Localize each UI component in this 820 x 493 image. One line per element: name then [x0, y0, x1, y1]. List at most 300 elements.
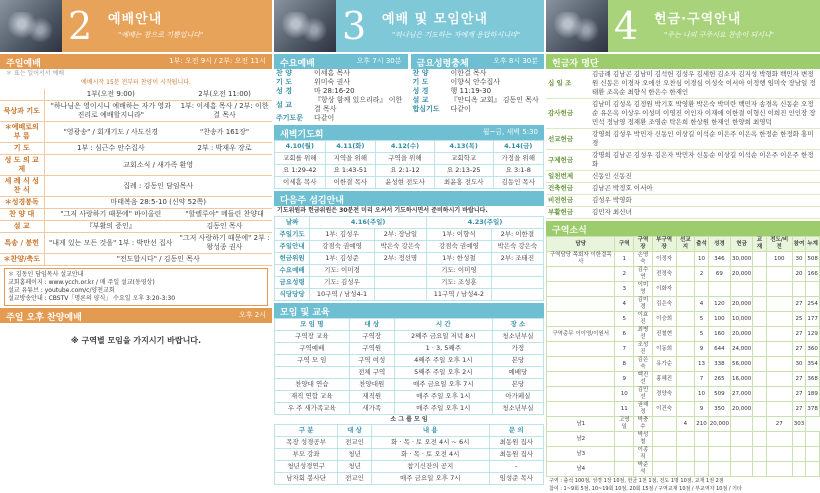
table-cell: 전교인	[338, 437, 372, 449]
district-cell	[731, 432, 753, 447]
district-cell: 508	[806, 252, 820, 267]
district-cell: 20,000	[731, 327, 753, 342]
district-cell	[676, 267, 695, 282]
afternoon-worship-header	[0, 308, 272, 323]
offering-names: 강영희 김성우 박민자 신동인 이상길 이석순 이은주 이은옥 한정순 한정화 홍미경	[590, 129, 820, 150]
district-cell	[676, 462, 695, 477]
offering-names: 강명희 김남곤 김성우 김은자 박민자 신동순 이상길 이석순 이은주 이은주 한정화	[590, 150, 820, 171]
district-cell: 27	[792, 342, 806, 357]
table-cell: 본당	[492, 355, 543, 367]
next-cell: 주일기도	[275, 229, 310, 241]
district-cell: 13	[695, 357, 709, 372]
next-cell: 1부: 한성철	[427, 253, 492, 265]
district-cell	[676, 357, 695, 372]
row-label: ＊찬양/축도	[0, 254, 44, 266]
district-cell: 27	[792, 387, 806, 402]
table-cell: 우 주 새가족교육	[275, 403, 350, 415]
district-cell	[676, 387, 695, 402]
district-scoring-note-1: 구역 : 출석 100점, 성경 1장 10점, 헌금 1천 1점, 전도 1명 10점, 교재 1권 2점	[549, 478, 724, 484]
district-cell: 100	[708, 312, 730, 327]
district-cell: 이종직	[634, 447, 653, 462]
next-cell: 주일안내	[275, 241, 310, 253]
district-meeting-note: ※ 구역별 모임을 가지시기 바랍니다.	[70, 336, 202, 345]
district-cell	[652, 447, 676, 462]
next-cell: 박은숙 강은숙	[374, 241, 426, 253]
order-value: 다같이	[450, 105, 471, 113]
section-label: 주일예배	[6, 59, 41, 69]
district-cell	[731, 462, 753, 477]
table-cell: 화 · 목 · 토 오전 4시 ~ 6시	[371, 437, 489, 449]
table-row	[275, 355, 544, 367]
district-cell: 고영일	[615, 417, 634, 432]
district-cell	[676, 252, 695, 267]
table-cell: 1 · 3, 5째주	[394, 343, 492, 355]
worship-row	[0, 209, 272, 221]
district-cell: 박준석	[634, 462, 653, 477]
district-cell: 30	[792, 357, 806, 372]
table-head-row	[275, 319, 544, 331]
table-cell: 예배당	[492, 367, 543, 379]
row-value-a: "영광송" / 회개기도 / 사도신경	[44, 122, 177, 143]
order-label: 성 경	[412, 87, 429, 95]
district-cell: 홍혜진	[652, 372, 676, 387]
district-cell	[615, 432, 634, 447]
table-head: 구 분	[275, 425, 338, 437]
offering-type: 비전헌금	[546, 195, 590, 207]
district-cell: 이화자	[652, 282, 676, 297]
row-label: 찬 양 대	[0, 209, 44, 221]
district-cell	[766, 387, 792, 402]
order-value: 다같이	[314, 114, 335, 122]
district-scoring-note-2: 참여 : 1~9회 5점, 10~19회 10점, 20회 15점 / 구역교재 10점 / 부교역자 10점 / 기타	[549, 486, 742, 492]
next-week-table	[274, 216, 544, 301]
next-cell: 1부: 이향식	[427, 229, 492, 241]
table-head: 장 소	[492, 319, 543, 331]
district-cell	[753, 357, 766, 372]
district-cell	[676, 327, 695, 342]
table-head: 대 상	[349, 319, 394, 331]
order-label: 합심기도	[412, 105, 440, 113]
table-row	[275, 437, 544, 449]
order-row	[411, 96, 545, 105]
dawn-cell: 김동인 목사	[493, 177, 543, 189]
district-cell	[753, 387, 766, 402]
district-cell	[766, 327, 792, 342]
friday-worship-header	[411, 54, 545, 69]
district-cell	[708, 432, 730, 447]
table-cell: 전체 구역	[349, 367, 394, 379]
district-cell	[753, 432, 766, 447]
district-cell: 4	[695, 297, 709, 312]
row-label: ＊성경봉독	[0, 197, 44, 209]
table-head-row	[275, 425, 544, 437]
offering-row	[546, 195, 820, 207]
district-cell	[766, 312, 792, 327]
table-cell: 청소년부실	[492, 331, 543, 343]
district-cell	[676, 312, 695, 327]
district-row	[547, 342, 820, 357]
district-cell	[676, 372, 695, 387]
next-head: 날짜	[275, 217, 310, 229]
district-cell: 3	[615, 282, 634, 297]
district-cell	[652, 417, 676, 432]
row-label: 성 도 의 교 제	[0, 155, 44, 176]
district-cell	[753, 327, 766, 342]
offering-type: 건축헌금	[546, 183, 590, 195]
district-cell: 25	[792, 312, 806, 327]
district-cell	[792, 432, 806, 447]
section-label: 주일 오후 찬양예배	[6, 313, 82, 323]
sermon-info-line: 설교 유튜브 : youtube.com/c/양천교회	[8, 287, 115, 294]
district-cell: 368	[806, 372, 820, 387]
district-cell	[766, 462, 792, 477]
table-row	[275, 461, 544, 473]
table-cell: 가정	[492, 343, 543, 355]
table-row	[275, 449, 544, 461]
worship-row	[0, 89, 272, 101]
dawn-cell: 4.12(수)	[376, 141, 435, 153]
next-cell	[491, 289, 543, 301]
next-week-note: 기도위원과 헌금위원은 30분전 미리 오셔서 기도하시면서 준비하시기 바랍니다.	[277, 207, 488, 214]
district-cell	[753, 267, 766, 282]
district-cell	[547, 402, 615, 417]
district-row	[547, 462, 820, 477]
next-cell: 2부: 이한결	[491, 229, 543, 241]
dawn-cell: 가정을 위해	[493, 153, 543, 165]
table-row	[275, 343, 544, 355]
district-cell: 27	[792, 372, 806, 387]
praise-note: 예배시작 15분 전부터 찬양이 시작됩니다.	[81, 79, 191, 86]
offering-row	[546, 99, 820, 129]
district-cell: 5	[695, 327, 709, 342]
district-cell: 남1	[547, 417, 615, 432]
district-cell	[753, 282, 766, 297]
table-row	[275, 473, 544, 485]
district-cell	[753, 402, 766, 417]
district-cell: 20,000	[731, 297, 753, 312]
order-label: 주기도문	[276, 114, 304, 122]
district-cell	[806, 447, 820, 462]
district-cell: 160	[708, 327, 730, 342]
table-head: 문 의	[489, 425, 543, 437]
row-label	[0, 89, 44, 101]
district-cell: 김은숙	[634, 357, 653, 372]
order-row	[411, 78, 545, 87]
district-row	[547, 267, 820, 282]
table-cell: 구역장 교육	[275, 331, 350, 343]
district-cell: 진철현	[652, 327, 676, 342]
next-cell: 1부: 김성준	[310, 253, 375, 265]
table-cell: 청년	[338, 461, 372, 473]
table-cell: 매주 금요일 오후 7시	[371, 473, 489, 485]
district-cell: 24,000	[731, 342, 753, 357]
district-cell: 509	[708, 387, 730, 402]
sermon-info-line: ＊ 김동인 담임목사 설교안내	[8, 271, 84, 278]
order-label: 찬 양	[276, 69, 292, 77]
row-value-a: "하나님은 영이시니 예배하는 자가 영과 진리로 예배할지니라"	[44, 101, 177, 122]
order-label: 성 경	[276, 87, 292, 95]
district-cell: 27	[766, 417, 792, 432]
district-cell: 4	[676, 417, 695, 432]
education-header	[274, 303, 544, 318]
worship-row	[0, 233, 272, 254]
offering-names: 김남미 김성옥 김정원 박기호 박영환 박은숙 박미란 백민자 송경옥 신동순 오정순 유은옥 이상우 이성미 이영진 이인자 이재애 이한결 이형신 이희진 인인장 장민석 정남영 정재환 조영순 탁은희 한상원 한재인 한양희 최영덕	[590, 99, 820, 129]
dawn-cell: 이세흠 목사	[275, 177, 326, 189]
offering-panel	[546, 0, 820, 492]
table-cell: 남자회 봉사단	[275, 473, 338, 485]
district-news-header	[546, 221, 820, 236]
table-cell: 목장 성경공부	[275, 437, 338, 449]
offering-type: 선교헌금	[546, 129, 590, 150]
next-row	[275, 253, 544, 265]
dawn-row	[275, 177, 544, 189]
page-subtitle: "하나님은 기도하는 자에게 응답하시니라"	[392, 31, 521, 39]
table-head: 내 용	[371, 425, 489, 437]
page-title: 헌금·구역안내	[654, 12, 742, 27]
district-cell	[766, 297, 792, 312]
district-cell: 354	[806, 357, 820, 372]
district-cell: 69	[708, 267, 730, 282]
district-cell	[766, 402, 792, 417]
district-cell: 2	[615, 267, 634, 282]
table-cell: 재직 연합 교육	[275, 391, 350, 403]
district-cell: 이동희	[652, 342, 676, 357]
district-cell: 박성철	[634, 432, 653, 447]
row-label: 기 도	[0, 143, 44, 155]
worship-row	[0, 122, 272, 143]
district-cell: 27	[792, 297, 806, 312]
district-row	[547, 372, 820, 387]
next-cell: 박은숙 강은숙	[491, 241, 543, 253]
dawn-cell: 지역을 위해	[325, 153, 376, 165]
section-label: 모임 및 교육	[280, 308, 330, 318]
district-cell: 177	[806, 312, 820, 327]
row-value-a: 『부활의 증인』	[44, 221, 177, 233]
education-table	[274, 318, 544, 415]
dawn-cell: 요 3:1-8	[493, 165, 543, 177]
wednesday-worship-header	[274, 54, 408, 69]
order-row	[274, 96, 408, 114]
table-head: 모 임 명	[275, 319, 350, 331]
offering-row	[546, 183, 820, 195]
order-label: 기 도	[412, 78, 429, 86]
district-cell: 189	[806, 387, 820, 402]
table-cell: 구역 모 임	[275, 355, 350, 367]
order-value: 위미숙 권사	[314, 78, 351, 86]
next-head: 4.16(주일)	[310, 217, 427, 229]
offering-names: 김성우 박영화	[590, 195, 820, 207]
page-number: 3	[342, 4, 367, 48]
next-cell: 기도: 김성우	[310, 277, 375, 289]
small-group-table	[274, 424, 544, 485]
district-cell: 346	[708, 252, 730, 267]
dawn-cell: 요 1:29-42	[275, 165, 326, 177]
next-cell: 강점숙 권예영	[310, 241, 375, 253]
district-cell: 이효진	[634, 312, 653, 327]
district-cell	[792, 282, 806, 297]
table-head: 시 간	[394, 319, 492, 331]
row-label: 설 교	[0, 221, 44, 233]
district-cell: 이건숙	[652, 402, 676, 417]
district-cell	[731, 417, 753, 432]
dawn-cell: 최윤홍 전도사	[434, 177, 493, 189]
table-cell: 매주 금요일 오후 7시	[394, 379, 492, 391]
section-time: 오후 7시 30분	[356, 57, 402, 65]
district-cell: 378	[806, 402, 820, 417]
table-cell: 구역원	[349, 343, 394, 355]
table-cell: 청년	[338, 449, 372, 461]
order-row	[274, 87, 408, 96]
dawn-cell: 4.10(월)	[275, 141, 326, 153]
district-cell: 유가순	[652, 357, 676, 372]
district-cell: 20,000	[708, 417, 730, 432]
offering-row	[546, 129, 820, 150]
district-cell	[753, 297, 766, 312]
sunday-worship-header	[0, 54, 272, 69]
row-label: 묵상과 기도	[0, 101, 44, 122]
district-cell: 전정숙	[652, 267, 676, 282]
table-row	[275, 403, 544, 415]
dawn-cell: 4.13(목)	[434, 141, 493, 153]
next-cell: 2부: 장남일	[374, 229, 426, 241]
section-label: 수요예배	[280, 59, 315, 69]
next-cell	[374, 265, 426, 277]
district-head: 부구역장	[652, 237, 676, 252]
meeting-header	[274, 0, 544, 52]
table-cell: 전교인	[338, 473, 372, 485]
district-cell: 254	[806, 297, 820, 312]
page-number: 2	[68, 4, 93, 48]
offering-row	[546, 207, 820, 219]
section-time: 1부: 오전 9시 / 2부: 오전 11시	[169, 57, 266, 65]
district-cell	[676, 432, 695, 447]
next-row	[275, 241, 544, 253]
district-cell: 7	[615, 342, 634, 357]
dawn-cell: 교회를 위해	[275, 153, 326, 165]
section-time: 오후 2시	[239, 311, 266, 319]
district-head: 구역장	[634, 237, 653, 252]
district-cell: 120	[708, 297, 730, 312]
district-cell: 9	[695, 342, 709, 357]
table-cell: -	[489, 461, 543, 473]
worship-row	[0, 176, 272, 197]
district-cell	[766, 342, 792, 357]
district-cell: 10	[615, 387, 634, 402]
worship-header	[0, 0, 272, 52]
district-cell	[766, 267, 792, 282]
district-cell: 6	[615, 327, 634, 342]
next-head: 4.23(주일)	[427, 217, 544, 229]
district-cell	[695, 462, 709, 477]
next-cell: 기도: 조성훈	[427, 277, 492, 289]
row-value-a: "내게 있는 모든 것을" 1부 : 박만선 집사	[44, 233, 177, 254]
table-row	[275, 367, 544, 379]
district-cell: 27,000	[731, 387, 753, 402]
district-cell: 16,000	[731, 372, 753, 387]
next-head-row	[275, 217, 544, 229]
wednesday-order	[274, 69, 408, 123]
order-value: 이세흠 목사	[314, 69, 351, 77]
district-cell: 이정자	[652, 252, 676, 267]
row-value-a: 1부 : 심근수 안수집사	[44, 143, 177, 155]
offering-row	[546, 150, 820, 171]
offering-names: 신동인 신동진	[590, 171, 820, 183]
offering-names: 김민자 최신녀	[590, 207, 820, 219]
district-cell: 남2	[547, 432, 615, 447]
table-cell: 최동원 집사	[489, 449, 543, 461]
district-cell: 30	[792, 252, 806, 267]
dawn-cell: 요 1:43-51	[325, 165, 376, 177]
dawn-cell: 4.14(금)	[493, 141, 543, 153]
order-value: 마 28:16-20	[314, 87, 355, 95]
order-label: 설 교	[412, 96, 429, 104]
district-cell: 11	[615, 402, 634, 417]
district-cell: 9	[695, 402, 709, 417]
row-value-b: "찬송가 161장"	[177, 122, 272, 143]
district-cell	[766, 372, 792, 387]
district-cell	[753, 252, 766, 267]
dawn-cell: 요 2:13-25	[434, 165, 493, 177]
table-cell: 구역 여성	[349, 355, 394, 367]
page-title: 예배안내	[108, 12, 163, 27]
next-cell: 10구역 / 남성4-1	[310, 289, 375, 301]
order-row	[274, 69, 408, 78]
district-cell: 2	[695, 267, 709, 282]
district-row	[547, 387, 820, 402]
row-value-b: 김동인 목사	[177, 221, 272, 233]
table-cell: 새가족	[349, 403, 394, 415]
offering-type: 일천번제	[546, 171, 590, 183]
order-value: 이향식 안수집사	[450, 78, 501, 86]
district-row	[547, 447, 820, 462]
section-label: 헌금자 명단	[552, 59, 599, 69]
section-label: 금요성령충체	[416, 59, 469, 69]
district-head: 선교지	[676, 237, 695, 252]
district-cell	[676, 282, 695, 297]
offering-names: 김남곤 박정호 이서아	[590, 183, 820, 195]
district-cell: 최병선	[634, 327, 653, 342]
table-cell: 본당	[492, 379, 543, 391]
district-cell: 권해정	[634, 402, 653, 417]
district-cell: 김미경	[634, 297, 653, 312]
district-cell	[547, 342, 615, 357]
district-cell: 백진선	[634, 372, 653, 387]
table-cell: 아가페실	[492, 391, 543, 403]
order-of-worship	[0, 89, 272, 266]
table-cell: 재직원	[349, 391, 394, 403]
table-cell: 2째주 금요일 저녁 8시	[394, 331, 492, 343]
district-cell	[806, 462, 820, 477]
district-cell	[792, 462, 806, 477]
district-cell: 644	[708, 342, 730, 357]
district-cell: 10,000	[731, 312, 753, 327]
order-row	[411, 105, 545, 114]
table-cell: 구역장	[349, 331, 394, 343]
district-cell	[547, 267, 615, 282]
district-cell	[708, 447, 730, 462]
district-cell	[547, 282, 615, 297]
district-head-row	[547, 237, 820, 252]
district-cell	[547, 312, 615, 327]
next-row	[275, 289, 544, 301]
table-cell: 부모 강좌	[275, 449, 338, 461]
district-cell: 4	[615, 297, 634, 312]
dawn-cell: 교회학교	[434, 153, 493, 165]
district-head: 출석	[695, 237, 709, 252]
table-cell: 5째주 주일 오후 2시	[394, 367, 492, 379]
row-value-a: "그저 사랑하기 때문에" 바이올린	[44, 209, 177, 221]
district-cell	[676, 402, 695, 417]
